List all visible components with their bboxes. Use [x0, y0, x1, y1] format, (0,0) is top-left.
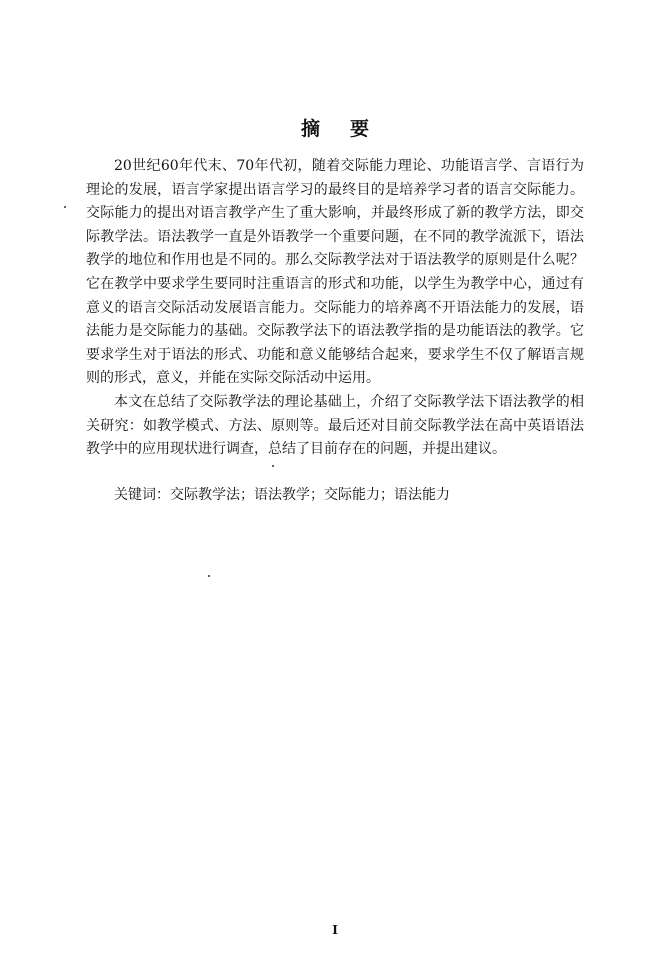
keywords-line: 关键词：交际教学法；语法教学；交际能力；语法能力	[114, 487, 450, 503]
abstract-paragraph-1: 20世纪60年代末、70年代初，随着交际能力理论、功能语言学、言语行为理论的发展，语言学家提出语言学习的最终目的是培养学习者的语言交际能力。交际能力的提出对语言教学产生了重大影响，并最终形成了新的教学方法，即交际教学法。语法教学一直是外语教学一个重要问题，在不同的教学流派下，语法教学的地位和作用也是不同的。那么交际教学法对于语法教学的原则是什么呢？它在教学中要求学生要同时注重语言的形式和功能，以学生为教学中心，通过有意义的语言交际活动发展语言能力。交际能力的培养离不开语法能力的发展，语法能力是交际能力的基础。交际教学法下的语法教学指的是功能语法的教学。它要求学生对于语法的形式、功能和意义能够结合起来，要求学生不仅了解语言规则的形式，意义，并能在实际交际活动中运用。	[86, 158, 584, 387]
scan-speck	[208, 575, 210, 577]
page-number: I	[332, 923, 338, 937]
abstract-title	[0, 114, 670, 141]
scan-speck	[272, 465, 274, 467]
abstract-title-char-1: 摘	[300, 118, 320, 140]
abstract-paragraph-2: 本文在总结了交际教学法的理论基础上，介绍了交际教学法下语法教学的相关研究：如教学模式、方法、原则等。最后还对目前交际教学法在高中英语语法教学中的应用现状进行调查，总结了目前存在的问题，并提出建议。	[86, 393, 584, 458]
abstract-title-char-2: 要	[350, 118, 370, 140]
abstract-body	[86, 155, 584, 462]
scan-speck	[64, 206, 66, 208]
